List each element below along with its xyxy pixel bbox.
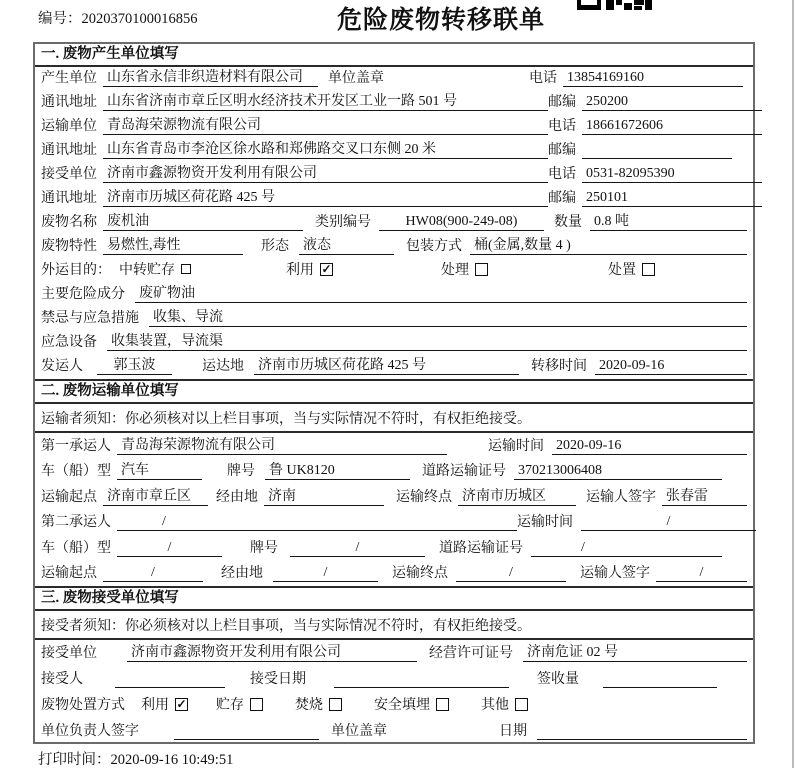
- disposal-option-other: [481, 694, 528, 714]
- checkbox-treat-icon: [475, 263, 488, 276]
- transfer-time-value: 2020-09-16: [595, 358, 747, 375]
- receiver-phone-label: 电话: [548, 167, 576, 182]
- disposal-option-incinerate-label: 焚烧: [295, 698, 323, 713]
- producer-phone-label: 电话: [529, 71, 557, 86]
- equipment-value: 收集装置，导流渠: [107, 330, 747, 351]
- transporter-notice-text: 你必须核对以上栏目事项，当与实际情况不符时，有权拒绝接受。: [125, 411, 531, 427]
- purpose-option-treat: [441, 259, 488, 279]
- disposal-option-other-label: 其他: [481, 698, 509, 713]
- vehicle2-type-label: 车（船）型: [41, 540, 111, 556]
- transporter-notice-label: 运输者须知：: [41, 411, 125, 427]
- purpose-option-utilize-label: 利用: [286, 263, 314, 278]
- disposal-option-landfill-label: 安全填埋: [374, 698, 430, 713]
- producer-row: [35, 67, 753, 91]
- second-carrier-value: /: [117, 514, 517, 531]
- second-carrier-row: [35, 510, 753, 536]
- plate-value: 鲁 UK8120: [265, 459, 410, 480]
- disposal-label: 废物处置方式: [41, 698, 125, 713]
- receiver-notice-label: 接受者须知：: [41, 618, 125, 634]
- route-via-label: 经由地: [216, 489, 258, 505]
- hazard-label: 主要危险成分: [41, 287, 125, 302]
- road-license2-label: 道路运输证号: [439, 540, 523, 556]
- acceptor-value: [115, 671, 225, 688]
- transporter-zip-label: 邮编: [548, 143, 576, 158]
- transporter-notice: [35, 404, 753, 433]
- transport-time-value: 2020-09-16: [552, 438, 747, 455]
- date-label: 日期: [499, 724, 527, 739]
- unit-signature-label: 单位负责人签字: [41, 724, 139, 739]
- receiver-phone-value: 0531-82095390: [582, 166, 762, 183]
- waste-props-label: 废物特性: [41, 239, 97, 254]
- carrier2-sign-label: 运输人签字: [580, 566, 650, 581]
- route-end-value: 济南市历城区: [458, 485, 576, 506]
- producer-zip-value: 250200: [582, 94, 762, 111]
- checkbox-utilize-icon: ✓: [321, 261, 332, 276]
- producer-address-label: 通讯地址: [41, 95, 97, 110]
- receiver-value: 济南市鑫源物资开发利用有限公司: [103, 162, 548, 183]
- transporter-phone-value: 18661672606: [582, 118, 762, 135]
- accept-unit-row: [35, 640, 753, 666]
- disposal-option-incinerate: [295, 694, 342, 714]
- packaging-label: 包装方式: [406, 239, 462, 254]
- first-carrier-value: 青岛海荣源物流有限公司: [117, 434, 447, 455]
- date-value: [537, 723, 747, 740]
- route2-start-label: 运输起点: [41, 566, 97, 581]
- receiver-address-row: [35, 187, 753, 211]
- section2-rows: [35, 433, 753, 586]
- waste-name-row: [35, 211, 753, 235]
- waste-props-row: [35, 235, 753, 259]
- packaging-value: 桶(金属,数量 4 ): [470, 234, 747, 255]
- transporter-address-value: 山东省青岛市李沧区徐水路和郑佛路交叉口东侧 20 米: [103, 138, 548, 159]
- purpose-label: 外运目的：: [41, 263, 111, 278]
- receiver-address-value: 济南市历城区荷花路 425 号: [103, 186, 548, 207]
- vehicle2-row: [35, 535, 753, 561]
- producer-label: 产生单位: [41, 71, 97, 86]
- purpose-option-dispose: [608, 259, 655, 279]
- taboo-label: 禁忌与应急措施: [41, 311, 139, 326]
- transporter-zip-value: [582, 142, 732, 159]
- disposal-option-utilize-label: 利用: [141, 698, 169, 713]
- vehicle2-type-value: /: [117, 540, 222, 557]
- signature-row: [35, 718, 753, 744]
- page-edge-line: [792, 0, 794, 768]
- producer-phone-value: 13854169160: [563, 70, 743, 87]
- serial-value: 2020370100016856: [81, 11, 198, 27]
- route2-via-label: 经由地: [221, 566, 263, 581]
- page-title: 危险废物转移联单: [336, 7, 545, 34]
- checkbox-transfer-storage-icon: [181, 264, 191, 274]
- transfer-time-label: 转移时间: [531, 359, 587, 374]
- seal-label: 单位盖章: [328, 71, 384, 86]
- print-time: [38, 748, 233, 769]
- operating-license-label: 经营许可证号: [429, 646, 513, 661]
- acceptor-label: 接受人: [41, 672, 83, 687]
- unit-signature-value: [174, 723, 319, 740]
- plate2-label: 牌号: [250, 540, 278, 556]
- first-carrier-row: [35, 433, 753, 459]
- checkbox-disposal-utilize-icon: ✓: [176, 696, 187, 711]
- transporter-value: 青岛海荣源物流有限公司: [103, 114, 548, 135]
- route-via-value: 济南: [264, 485, 384, 506]
- acceptor-row: [35, 666, 753, 692]
- equipment-row: [35, 331, 753, 355]
- transporter-label: 运输单位: [41, 119, 97, 134]
- taboo-row: [35, 307, 753, 331]
- hazard-value: 废矿物油: [135, 282, 747, 303]
- route-row: [35, 484, 753, 510]
- road-license2-value: /: [531, 540, 722, 557]
- plate-label: 牌号: [227, 464, 255, 479]
- disposal-option-utilize: [141, 694, 188, 714]
- destination-label: 运达地: [202, 359, 244, 374]
- route2-start-value: /: [103, 565, 203, 582]
- carrier-sign-label: 运输人签字: [586, 489, 656, 505]
- receiver-address-label: 通讯地址: [41, 191, 97, 206]
- disposal-option-landfill: [374, 694, 449, 714]
- form-value: 液态: [299, 234, 394, 255]
- route2-end-label: 运输终点: [392, 566, 448, 581]
- disposal-row: [35, 692, 753, 718]
- transport-time2-value: /: [581, 514, 756, 531]
- accept-unit-label: 接受单位: [41, 646, 97, 661]
- checkbox-disposal-storage-icon: [250, 698, 263, 711]
- destination-value: 济南市历城区荷花路 425 号: [254, 354, 519, 375]
- producer-value: 山东省永信非织造材料有限公司: [103, 66, 318, 87]
- transport-time-label: 运输时间: [488, 438, 544, 454]
- route-start-label: 运输起点: [41, 489, 97, 505]
- road-license-label: 道路运输证号: [422, 464, 506, 479]
- disposal-option-storage-label: 贮存: [216, 698, 244, 713]
- route-end-label: 运输终点: [396, 489, 452, 505]
- waste-name-label: 废物名称: [41, 215, 97, 230]
- section1-header: 一. 废物产生单位填写: [35, 44, 753, 67]
- checkbox-disposal-other-icon: [515, 698, 528, 711]
- section3-header: 三. 废物接受单位填写: [35, 586, 753, 611]
- purpose-option-transfer-storage: [119, 259, 191, 279]
- accept-date-label: 接受日期: [250, 672, 306, 687]
- checkbox-dispose-icon: [642, 263, 655, 276]
- purpose-option-transfer-storage-label: 中转贮存: [119, 263, 175, 278]
- plate2-value: /: [290, 540, 425, 557]
- receiver-zip-label: 邮编: [548, 191, 576, 206]
- unit-seal-label: 单位盖章: [331, 724, 387, 739]
- purpose-option-dispose-label: 处置: [608, 263, 636, 278]
- disposal-option-storage: [216, 694, 263, 714]
- first-carrier-label: 第一承运人: [41, 438, 111, 454]
- category-value: HW08(900-249-08): [379, 214, 544, 231]
- print-time-label: 打印时间：: [38, 752, 111, 768]
- transporter-row: [35, 115, 753, 139]
- receipt-qty-value: [603, 671, 717, 688]
- producer-address-row: [35, 91, 753, 115]
- receiver-notice-text: 你必须核对以上栏目事项，当与实际情况不符时，有权拒绝接受。: [125, 618, 531, 634]
- shipper-label: 发运人: [41, 359, 83, 374]
- quantity-label: 数量: [554, 215, 582, 230]
- accept-unit-value: 济南市鑫源物资开发利用有限公司: [127, 641, 417, 662]
- vehicle-type-value: 汽车: [117, 459, 202, 480]
- purpose-row: [35, 259, 753, 283]
- transport-time2-label: 运输时间: [517, 515, 573, 530]
- section2-header: 二. 废物运输单位填写: [35, 379, 753, 404]
- route2-row: [35, 561, 753, 587]
- taboo-value: 收集、导流: [149, 306, 747, 327]
- section3-rows: [35, 640, 753, 744]
- receiver-row: [35, 163, 753, 187]
- second-carrier-label: 第二承运人: [41, 515, 111, 530]
- checkbox-disposal-incinerate-icon: [329, 698, 342, 711]
- manifest-form: [33, 42, 755, 744]
- producer-address-value: 山东省济南市章丘区明水经济技术开发区工业一路 501 号: [103, 90, 548, 111]
- receiver-notice: [35, 611, 753, 640]
- transporter-address-row: [35, 139, 753, 163]
- route-start-value: 济南市章丘区: [103, 485, 208, 506]
- form-label: 形态: [261, 239, 289, 254]
- route2-via-value: /: [273, 565, 378, 582]
- transporter-phone-label: 电话: [548, 119, 576, 134]
- accept-date-value: [334, 671, 509, 688]
- shipper-row: [35, 355, 753, 379]
- category-label: 类别编号: [315, 215, 371, 230]
- operating-license-value: 济南危证 02 号: [523, 641, 747, 662]
- producer-zip-label: 邮编: [548, 95, 576, 110]
- transporter-address-label: 通讯地址: [41, 143, 97, 158]
- equipment-label: 应急设备: [41, 335, 97, 350]
- qr-code-fragment-icon: [577, 0, 657, 10]
- hazard-row: [35, 283, 753, 307]
- receiver-zip-value: 250101: [582, 190, 762, 207]
- checkbox-disposal-landfill-icon: [436, 698, 449, 711]
- print-time-value: 2020-09-16 10:49:51: [110, 752, 234, 768]
- waste-name-value: 废机油: [103, 210, 303, 231]
- serial-label: 编号：: [38, 11, 82, 27]
- waste-props-value: 易燃性,毒性: [103, 234, 243, 255]
- vehicle-type-label: 车（船）型: [41, 464, 111, 479]
- receiver-label: 接受单位: [41, 167, 97, 182]
- shipper-value: 郭玉波: [97, 354, 172, 375]
- carrier-sign-value: 张春雷: [662, 485, 747, 506]
- vehicle-row: [35, 459, 753, 485]
- purpose-option-utilize: [286, 259, 333, 279]
- receipt-qty-label: 签收量: [537, 672, 579, 687]
- section1-rows: [35, 67, 753, 379]
- road-license-value: 370213006408: [514, 463, 722, 480]
- purpose-option-treat-label: 处理: [441, 263, 469, 278]
- carrier2-sign-value: /: [656, 565, 747, 582]
- route2-end-value: /: [456, 565, 566, 582]
- quantity-value: 0.8 吨: [590, 210, 747, 231]
